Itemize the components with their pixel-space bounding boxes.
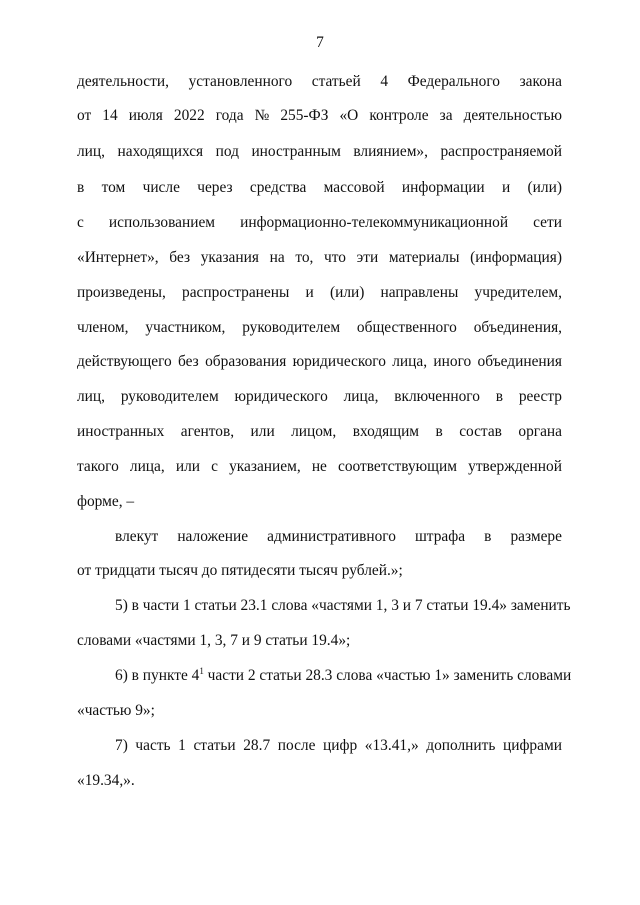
word: под <box>215 143 239 160</box>
word: «Интернет», <box>77 249 159 266</box>
word: влекут <box>115 528 159 545</box>
word: или <box>250 423 275 440</box>
word: 28.7 <box>243 737 271 754</box>
word: утвержденной <box>468 458 562 475</box>
item-7-line-1 <box>115 736 562 756</box>
word: и <box>305 284 314 301</box>
text-line <box>77 352 562 372</box>
word: распространены <box>182 284 290 301</box>
word: наложение <box>177 528 249 545</box>
word: 4 <box>380 73 389 90</box>
word: (или) <box>329 284 365 301</box>
word: 7) <box>115 737 128 754</box>
text-line <box>77 457 562 477</box>
word: информации <box>401 179 485 196</box>
text-line <box>77 387 562 407</box>
text-line <box>77 106 562 126</box>
word: объединения, <box>473 319 562 336</box>
word: часть <box>135 737 171 754</box>
word: объединения <box>477 353 562 370</box>
word: не <box>311 458 327 475</box>
word: после <box>277 737 316 754</box>
word: статьей <box>311 73 361 90</box>
word: эти <box>356 249 379 266</box>
word: руководителем <box>242 319 341 336</box>
word: числе <box>142 179 180 196</box>
word: иного <box>433 353 472 370</box>
word: общественного <box>356 319 457 336</box>
word: материалы <box>388 249 460 266</box>
word: распространяемой <box>440 143 562 160</box>
item-7-line-2: «19.34,». <box>77 772 135 789</box>
word: на <box>269 249 285 266</box>
word: в <box>484 528 492 545</box>
word: учредителем, <box>474 284 562 301</box>
word: штрафа <box>414 528 466 545</box>
word: соответствующим <box>338 458 457 475</box>
word: без <box>169 249 191 266</box>
word: от <box>77 107 92 124</box>
word: деятельности, <box>77 73 169 90</box>
word: иностранных <box>77 423 165 440</box>
word: указанием, <box>229 458 301 475</box>
word: иностранным <box>251 143 341 160</box>
word: агентов, <box>180 423 235 440</box>
word: находящихся <box>117 143 204 160</box>
word: установленного <box>188 73 293 90</box>
word: включенного <box>394 388 480 405</box>
word: цифр <box>323 737 358 754</box>
text-line <box>77 283 562 303</box>
word: за <box>439 107 453 124</box>
word: лиц, <box>77 388 106 405</box>
word: июля <box>128 107 163 124</box>
word: размере <box>510 528 562 545</box>
word: юридического <box>234 388 328 405</box>
word: Федерального <box>407 73 500 90</box>
word: юридического <box>292 353 386 370</box>
word: цифрами <box>502 737 562 754</box>
word: № <box>254 107 270 124</box>
word: контроле <box>369 107 429 124</box>
text-line <box>77 213 562 233</box>
item-5-line-2: словами «частями 1, 3, 7 и 9 статьи 19.4»; <box>77 632 351 649</box>
word: средства <box>249 179 307 196</box>
item-6-line-2: «частью 9»; <box>77 702 155 719</box>
word: административного <box>267 528 396 545</box>
word: органа <box>518 423 562 440</box>
word: произведены, <box>77 284 166 301</box>
word: 2022 <box>173 107 205 124</box>
word: года <box>215 107 244 124</box>
word: (информация) <box>470 249 562 266</box>
word: действующего <box>77 353 172 370</box>
word: в <box>495 388 504 405</box>
word: в <box>77 179 85 196</box>
word: закона <box>519 73 562 90</box>
word: образования <box>205 353 287 370</box>
word: состав <box>459 423 502 440</box>
word: или <box>175 458 201 475</box>
text-line <box>77 318 562 338</box>
word: участником, <box>145 319 226 336</box>
text-line <box>77 142 562 162</box>
word: лицом, <box>291 423 337 440</box>
word: дополнить <box>426 737 496 754</box>
text-line <box>77 422 562 442</box>
text-line: от тридцати тысяч до пятидесяти тысяч рублей.»; <box>77 562 403 579</box>
word: указания <box>200 249 259 266</box>
item-6-line-1: 6) в пункте $4^1$ части 2 статьи 28.3 слова «частью 1» заменить словами <box>115 666 572 684</box>
word: лиц, <box>77 143 106 160</box>
word: лица, <box>343 388 379 405</box>
word: информационно-телекоммуникационной <box>240 214 509 231</box>
word: 14 <box>102 107 118 124</box>
word: (или) <box>527 179 562 196</box>
word: руководителем <box>120 388 219 405</box>
word: членом, <box>77 319 129 336</box>
text-line <box>77 178 562 198</box>
word: использованием <box>108 214 216 231</box>
word: реестр <box>518 388 562 405</box>
word: направлены <box>380 284 459 301</box>
word: входящим <box>352 423 420 440</box>
word: влиянием», <box>353 143 428 160</box>
text-line: форме, – <box>77 493 135 510</box>
word: с <box>211 458 218 475</box>
word: статьи <box>193 737 236 754</box>
word: такого <box>77 458 119 475</box>
word: с <box>77 214 84 231</box>
word: через <box>197 179 233 196</box>
word: «О <box>339 107 359 124</box>
text-line <box>77 72 562 92</box>
text-line <box>115 527 562 547</box>
word: и <box>501 179 511 196</box>
word: в <box>435 423 443 440</box>
word: массовой <box>323 179 385 196</box>
text-line <box>77 248 562 268</box>
word: лица, <box>392 353 428 370</box>
item-5-line-1: 5) в части 1 статьи 23.1 слова «частями 1, 3 и 7 статьи 19.4» заменить <box>115 597 571 614</box>
page-number: 7 <box>316 34 324 51</box>
word: лица, <box>129 458 165 475</box>
word: том <box>101 179 126 196</box>
word: 255-ФЗ <box>280 107 329 124</box>
word: сети <box>533 214 562 231</box>
word: что <box>324 249 347 266</box>
word: то, <box>295 249 314 266</box>
word: «13.41,» <box>364 737 419 754</box>
word: без <box>178 353 199 370</box>
word: 1 <box>178 737 186 754</box>
word: деятельностью <box>463 107 562 124</box>
